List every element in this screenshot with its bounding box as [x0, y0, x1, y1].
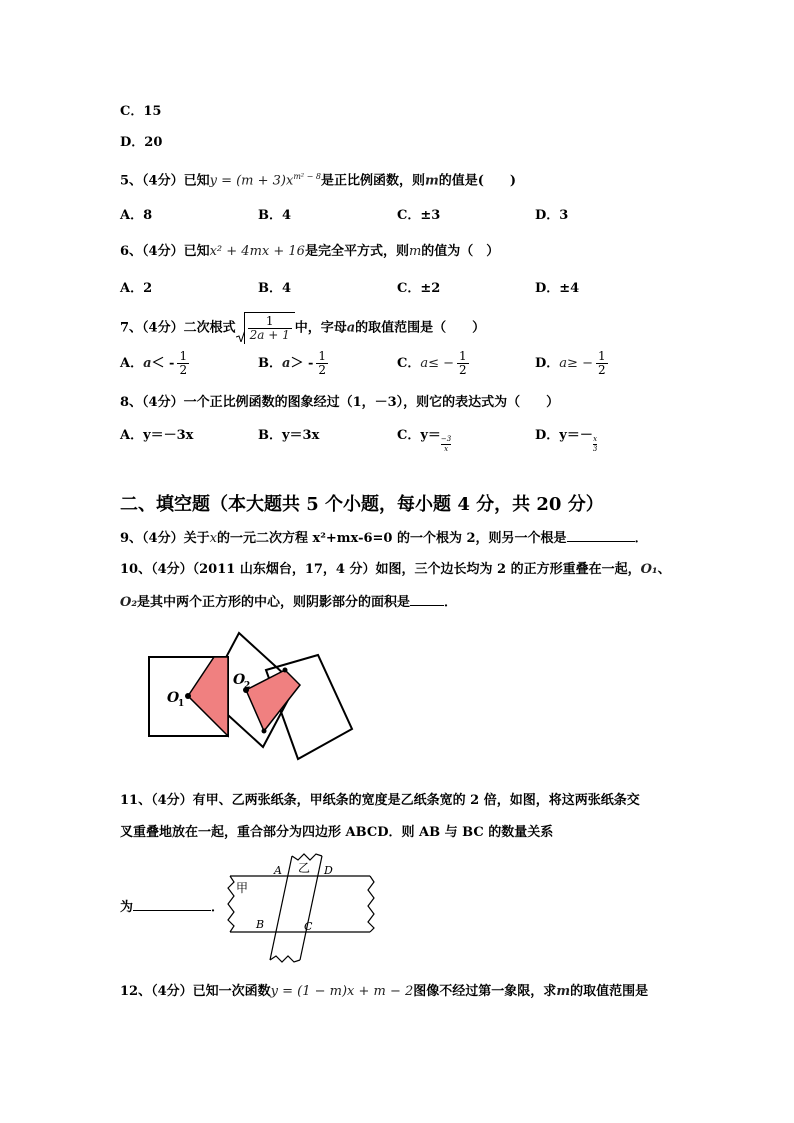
q6-suffix: 是完全平方式，则 — [304, 244, 409, 259]
question-11-line-3: 为 ． — [120, 900, 225, 915]
q7-radicand-num: 1 — [248, 315, 292, 329]
question-8: 8、（4分）一个正比例函数的图象经过（1，－3），则它的表达式为（ ） — [120, 395, 560, 410]
q6-option-d: D．±4 — [535, 281, 580, 296]
question-11-line-2: 叉重叠地放在一起，重合部分为四边形 ABCD．则 AB 与 BC 的数量关系 — [120, 825, 554, 840]
option-d-prev: D．20 — [120, 135, 163, 150]
q5-option-a: A．8 — [120, 208, 153, 223]
option-c-prev: C．15 — [120, 104, 162, 119]
q7-suffix: 中，字母 — [294, 320, 347, 336]
shaded-region-1 — [188, 657, 228, 736]
q7-tail: 的取值范围是（ ） — [355, 320, 486, 336]
q6-option-c: C．±2 — [397, 281, 441, 296]
label-o2: O — [233, 672, 246, 688]
label-a: A — [274, 864, 282, 877]
q6-var: m — [408, 244, 422, 259]
q7-sqrt — [236, 312, 295, 344]
label-o2-sub: 2 — [244, 681, 251, 691]
q5-option-d: D．3 — [535, 208, 569, 223]
q6-prefix: 6、（4分）已知 — [120, 244, 210, 259]
q5-var: m — [425, 173, 439, 189]
label-jia: 甲 — [236, 881, 249, 895]
answer-blank[interactable] — [567, 529, 635, 542]
question-12: 12、（4分）已知一次函数y = (1 − m)x + m − 2图像不经过第一象限，求m的取值范围是 — [120, 984, 649, 999]
q5-option-c: C．±3 — [397, 208, 441, 223]
question-9: 9、（4分）关于x的一元二次方程 x²+mx-6=0 的一个根为 2，则另一个根是 ． — [120, 531, 648, 546]
q8-option-d: D．y＝－ $\frac{x}{3}$ — [535, 428, 598, 453]
label-c: C — [304, 920, 313, 933]
question-10-line-1: 10、（4分）（2011 山东烟台，17，4 分）如图，三个边长均为 2 的正方形重叠在一起，O₁、 — [120, 562, 671, 577]
question-5 — [120, 168, 516, 190]
q6-tail: 的值为（ ） — [421, 244, 500, 259]
q8-option-a: A．y＝－3x — [120, 428, 194, 443]
q7-radicand-den: 2a + 1 — [249, 328, 290, 342]
radical-sign-icon — [236, 330, 245, 342]
label-yi: 乙 — [298, 861, 311, 875]
q5-exponent: m² − 8 — [293, 172, 321, 181]
q8-option-c: C．y＝ $\frac{-3}{x}$ — [397, 428, 452, 453]
vertex-dot — [283, 668, 288, 673]
q5-prefix: 5、（4分）已知 — [120, 173, 210, 189]
question-11-line-1: 11、（4分）有甲、乙两张纸条，甲纸条的宽度是乙纸条宽的 2 倍，如图，将这两张纸条交 — [120, 793, 640, 808]
label-d: D — [324, 864, 333, 877]
q5-tail: 的值是( ) — [438, 173, 517, 189]
center-o1-dot — [185, 693, 191, 699]
paper-strips-figure — [222, 852, 380, 964]
q6-option-b: B．4 — [258, 281, 292, 296]
question-7 — [120, 312, 485, 344]
label-b: B — [256, 918, 265, 931]
shaded-region-2 — [246, 670, 300, 731]
answer-blank[interactable] — [410, 593, 444, 606]
q7-prefix: 7、（4分）二次根式 — [120, 320, 236, 336]
question-6 — [120, 243, 499, 261]
q7-option-b: B．a＞ - $\frac{1}{2}$ — [258, 349, 326, 377]
q6-option-a: A．2 — [120, 281, 153, 296]
q7-var: a — [346, 320, 356, 336]
q7-option-c: C．a≤ − $\frac{1}{2}$ — [397, 349, 467, 377]
vertex-dot — [262, 729, 267, 734]
section-title: 二、填空题（本大题共 5 个小题，每小题 4 分，共 20 分） — [120, 494, 604, 515]
q5-suffix: 是正比例函数，则 — [321, 173, 426, 189]
q5-formula: y = (m + 3)x — [209, 173, 294, 189]
q7-option-a: A．a＜ - $\frac{1}{2}$ — [120, 349, 188, 377]
label-o1-sub: 1 — [178, 699, 185, 709]
label-o1: O — [167, 690, 180, 706]
overlapping-squares-figure — [140, 628, 370, 768]
q8-option-b: B．y＝3x — [258, 428, 320, 443]
answer-blank[interactable] — [133, 898, 211, 911]
q5-option-b: B．4 — [258, 208, 292, 223]
q7-option-d: D．a≥ − $\frac{1}{2}$ — [535, 349, 606, 377]
q6-formula: x² + 4mx + 16 — [209, 244, 305, 259]
question-10-line-2: O₂是其中两个正方形的中心，则阴影部分的面积是 ． — [120, 595, 458, 610]
